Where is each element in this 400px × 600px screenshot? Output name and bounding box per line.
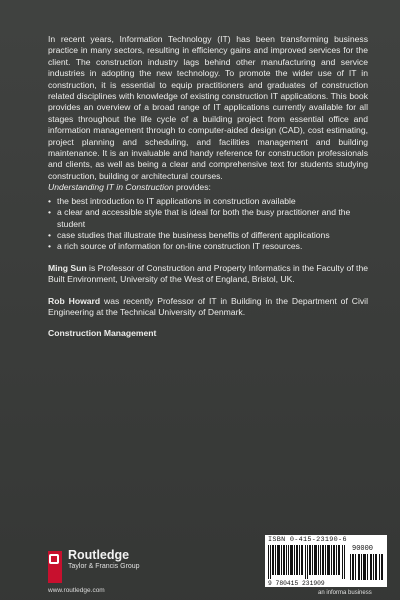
author-bio-sun	[48, 263, 368, 286]
author-bio-text: was recently Professor of IT in Building in the Department of Civil Engineering at the Technical University of Denmark.	[48, 295, 368, 317]
barcode-number: 9 780415 231909	[268, 580, 325, 587]
book-title: Understanding IT in Construction	[48, 182, 174, 193]
logo-mark	[49, 554, 59, 564]
isbn-label: ISBN 0-415-23190-6	[268, 536, 347, 544]
description-paragraph: In recent years, Information Technology (IT) has been transforming business practice in many sectors, resulting in efficiency gains and improved services for the client. The construction industry lags behind other manufacturing and service industries in adopting the new technology. To promote the wider use of IT in construction, it is essential to equip practitioners and graduates of construction related disciplines with knowledge of existing construction IT applications. This book provides an overview of a broad range of IT applications currently available for all stages throughout the life cycle of a building project from essential office and information management through to computer-aided design (CAD), cost estimating, project planning and scheduling, and facilities management and building maintenance. It is an invaluable and handy reference for construction professionals and clients, as well as being a clear and comprehensive text for students studying construction, building or architectural courses.	[48, 34, 368, 181]
provides-suffix: provides:	[173, 182, 211, 193]
publisher-name: Routledge	[68, 548, 130, 562]
back-cover-text	[48, 34, 368, 340]
author-name: Ming Sun	[48, 262, 87, 273]
author-name: Rob Howard	[48, 295, 101, 306]
feature-list	[48, 196, 368, 253]
provides-line	[48, 182, 368, 193]
author-bio-text: is Professor of Construction and Property Informatics in the Faculty of the Built Environment, University of the West of England, Bristol, UK.	[48, 262, 369, 285]
author-bio-howard	[48, 296, 368, 319]
price-barcode-icon	[350, 554, 384, 580]
informa-label: an informa business	[318, 590, 372, 596]
publisher-website: www.routledge.com	[48, 587, 105, 594]
list-item: • case studies that illustrate the business benefits of different applications	[48, 230, 368, 241]
list-item: • a rich source of information for on-line construction IT resources.	[48, 241, 368, 252]
publisher-group: Taylor & Francis Group	[68, 563, 140, 570]
series-label: Construction Management	[48, 328, 157, 339]
list-item: • a clear and accessible style that is ideal for both the busy practitioner and the student	[48, 207, 368, 230]
price-code: 90000	[352, 545, 374, 553]
list-item: • the best introduction to IT applications in construction available	[48, 196, 368, 207]
routledge-logo-icon	[48, 551, 62, 583]
barcode-icon	[268, 545, 348, 579]
